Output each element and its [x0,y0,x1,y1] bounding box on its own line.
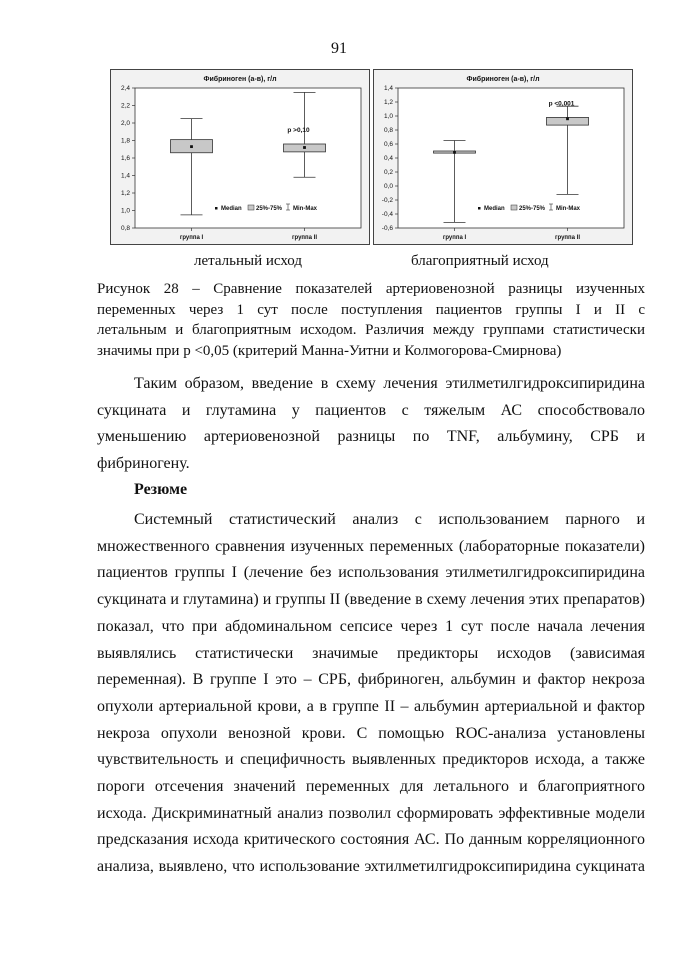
section-heading: Резюме [134,481,188,498]
caption-line: значимы при p <0,05 (критерий Манна-Уитни и Колмогорова-Смирнова) [97,342,562,359]
paragraph-conclusion [97,371,645,478]
y-tick-label: 2,2 [120,102,130,110]
paragraph-line: множественного сравнения изученных переменных (лабораторные показатели) [97,537,645,555]
y-tick-label: 2,0 [120,120,130,128]
y-tick-label: 0,2 [383,169,393,177]
paragraph-line: переменная). В группе I это – СРБ, фибриноген, альбумин и фактор некроза [97,671,645,689]
p-value-annotation: p >0,10 [287,127,310,134]
legend-box-swatch [248,205,254,210]
paragraph-summary [97,507,645,881]
y-tick-label: 1,8 [120,137,130,145]
y-tick-label: 1,0 [120,207,130,215]
median-marker [453,151,456,154]
y-tick-label: -0,2 [381,197,393,205]
chart-left [110,69,370,245]
chart-right-svg [374,70,632,244]
paragraph-line: чувствительность и специфичность выявленных предикторов исхода, а также [97,751,645,769]
paragraph-line: Системный статистический анализ с использованием парного и [134,511,645,528]
y-tick-label: 0,4 [383,155,393,163]
x-tick-label: группа II [554,235,581,241]
legend-box-label: 25%-75% [256,206,283,212]
y-tick-label: 1,4 [120,172,130,180]
legend-whisker-label: Min-Max [556,206,580,212]
paragraph-line: некроза опухоли венозной крови. С помощью ROC-анализа установлены [97,724,645,742]
sublabel-favorable: благоприятный исход [411,253,549,269]
legend-whisker-label: Min-Max [293,206,317,212]
y-tick-label: 1,0 [383,113,393,121]
chart-title: Фибриноген (а-в), г/л [203,76,277,83]
chart-right [373,69,633,245]
caption-line: Рисунок 28 – Сравнение показателей артериовенозной разницы изученных [97,281,645,297]
paragraph-line: предсказания исхода критического состояния АС. По данным корреляционного [97,831,645,849]
legend-median-label: Median [221,206,242,212]
paragraph-line: сукцината и глутамина) и группы II (введение в схему лечения этих препаратов) [97,591,645,609]
legend-box-label: 25%-75% [519,206,546,212]
y-tick-label: 2,4 [120,85,130,93]
chart-title: Фибриноген (а-в), г/л [466,76,540,83]
median-marker [303,146,306,149]
paragraph-line: уменьшению артериовенозной разницы по TNF, альбумину, СРБ и [97,428,645,446]
paragraph-line: сукцината и глутамина у пациентов с тяжелым АС способствовало [97,401,645,419]
paragraph-line: исхода. Дискриминатный анализ позволил сформировать эффективные модели [97,804,645,822]
caption-line: переменных через 1 сут после поступления пациентов группы I и II с [97,301,645,318]
x-tick-label: группа II [291,235,318,241]
y-tick-label: 0,8 [120,225,130,233]
page-number: 91 [331,40,347,57]
y-tick-label: 1,2 [383,99,393,107]
y-tick-label: 0,0 [383,183,393,191]
y-tick-label: 0,8 [383,127,393,135]
paragraph-line: пороги отсечения значений переменных для летального и благоприятного [97,778,645,796]
median-marker [190,145,193,148]
chart-left-svg [111,70,369,244]
x-tick-label: группа I [442,235,467,241]
paragraph-line: опухоли артериальной крови, а в группе II – альбумин артериальной и фактор [97,697,645,715]
x-tick-label: группа I [179,235,204,241]
y-tick-label: 0,6 [383,141,393,149]
paragraph-line: показал, что при абдоминальном сепсисе через 1 сут после начала лечения [97,617,645,635]
figure-caption [97,279,645,361]
p-value-annotation: p <0,001 [548,100,575,108]
y-tick-label: -0,6 [381,225,393,233]
y-tick-label: -0,4 [381,211,393,219]
paragraph-line: пациентов группы I (лечение без использования этилметилгидроксипиридина [97,564,645,582]
legend-median-label: Median [484,206,505,212]
caption-line: летальным и благоприятным исходом. Различия между группами статистически [97,322,645,338]
paragraph-line: выявлялись статистически значимые предикторы исходов (зависимая [97,644,645,662]
median-marker [566,117,569,120]
paragraph-line: фибриногену. [97,455,190,473]
paragraph-line: анализа, выявлено, что использование эхтилметилгидроксипиридина сукцината [97,858,645,876]
y-tick-label: 1,2 [120,190,130,198]
paragraph-line: Таким образом, введение в схему лечения этилметилгидроксипиридина [134,375,645,392]
y-tick-label: 1,4 [383,85,393,93]
sublabel-lethal: летальный исход [194,253,302,269]
legend-median-marker [478,207,481,210]
legend-median-marker [215,207,218,210]
y-tick-label: 1,6 [120,155,130,163]
legend-box-swatch [511,205,517,210]
